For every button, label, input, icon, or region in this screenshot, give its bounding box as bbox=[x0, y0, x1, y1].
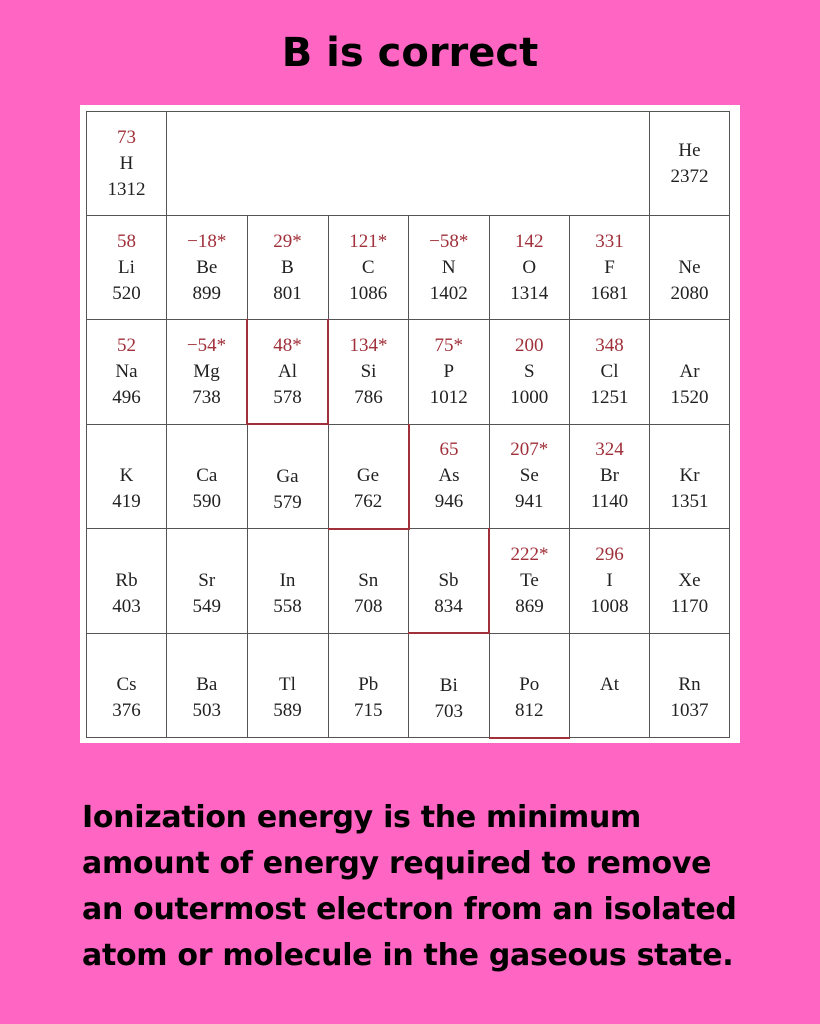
electron-affinity: 75* bbox=[434, 334, 463, 356]
element-cell-at bbox=[570, 633, 650, 738]
ionization-energy: 1520 bbox=[670, 386, 709, 408]
element-symbol: In bbox=[279, 569, 296, 591]
ionization-energy: 869 bbox=[515, 595, 544, 617]
electron-affinity: −18* bbox=[187, 230, 227, 252]
element-cell-k bbox=[87, 424, 167, 529]
ionization-energy: 1000 bbox=[510, 386, 549, 408]
ionization-energy: 1037 bbox=[670, 700, 709, 722]
element-symbol: Ar bbox=[679, 360, 700, 382]
table-row bbox=[87, 633, 730, 738]
ionization-energy: 1251 bbox=[590, 386, 629, 408]
element-cell-in bbox=[247, 529, 328, 634]
element-symbol: Sn bbox=[358, 570, 379, 591]
ionization-energy: 801 bbox=[273, 282, 302, 304]
ionization-energy: 708 bbox=[354, 596, 383, 617]
element-symbol: Cl bbox=[600, 360, 619, 382]
electron-affinity: 222* bbox=[510, 543, 549, 565]
element-symbol: Ne bbox=[678, 256, 701, 278]
element-symbol: At bbox=[600, 674, 619, 696]
element-symbol: Mg bbox=[193, 360, 220, 382]
element-symbol: Se bbox=[519, 465, 539, 487]
ionization-energy: 1312 bbox=[107, 178, 146, 200]
element-cell-ne bbox=[650, 216, 730, 320]
element-symbol: Sb bbox=[438, 569, 459, 591]
ionization-energy: 899 bbox=[192, 282, 221, 304]
element-cell-na bbox=[87, 320, 167, 425]
element-symbol: Rb bbox=[115, 569, 138, 591]
ionization-energy: 589 bbox=[273, 700, 302, 722]
element-symbol: Ge bbox=[356, 465, 380, 486]
element-cell-o bbox=[489, 216, 570, 320]
electron-affinity: 58 bbox=[117, 230, 136, 252]
ionization-energy: 2080 bbox=[670, 282, 709, 304]
element-cell-he bbox=[650, 112, 730, 216]
element-cell-n bbox=[409, 216, 490, 320]
ionization-energy: 403 bbox=[112, 595, 141, 617]
electron-affinity bbox=[87, 646, 166, 672]
table-row bbox=[87, 112, 730, 216]
electron-affinity bbox=[650, 437, 729, 463]
ionization-energy: 738 bbox=[192, 386, 221, 408]
electron-affinity: 331 bbox=[595, 230, 624, 252]
element-cell-s bbox=[489, 320, 570, 425]
electron-affinity: 348 bbox=[595, 334, 624, 356]
headline: B is correct bbox=[281, 30, 539, 76]
element-symbol: S bbox=[523, 360, 535, 382]
element-cell-b bbox=[247, 216, 328, 320]
electron-affinity bbox=[650, 646, 729, 672]
ionization-energy: 1008 bbox=[590, 595, 629, 617]
element-symbol: Te bbox=[520, 569, 539, 591]
element-symbol: Br bbox=[600, 465, 619, 487]
element-symbol: He bbox=[678, 139, 701, 161]
electron-affinity bbox=[570, 646, 649, 672]
element-cell-se bbox=[489, 424, 570, 529]
element-cell-f bbox=[570, 216, 650, 320]
element-cell-te bbox=[489, 529, 570, 634]
element-cell-i bbox=[570, 529, 650, 634]
electron-affinity bbox=[248, 438, 328, 464]
element-symbol: Sr bbox=[198, 569, 216, 591]
element-cell-po bbox=[489, 633, 570, 738]
element-cell-p bbox=[409, 320, 490, 425]
ionization-energy: 1314 bbox=[510, 282, 549, 304]
element-symbol: I bbox=[606, 569, 613, 591]
ionization-energy: 520 bbox=[112, 282, 141, 304]
electron-affinity bbox=[650, 542, 729, 568]
electron-affinity bbox=[409, 542, 488, 568]
electron-affinity: 296 bbox=[595, 543, 624, 565]
electron-affinity: 142 bbox=[515, 230, 544, 252]
electron-affinity: 121* bbox=[349, 230, 388, 252]
electron-affinity: 29* bbox=[273, 230, 302, 252]
element-cell-bi bbox=[409, 633, 490, 738]
electron-affinity: −54* bbox=[186, 334, 227, 356]
ionization-energy: 1170 bbox=[670, 595, 709, 617]
ionization-energy: 946 bbox=[434, 491, 464, 513]
element-symbol: Ba bbox=[196, 674, 218, 696]
element-cell-xe bbox=[650, 529, 730, 634]
ionization-energy: 786 bbox=[354, 386, 383, 408]
element-cell-c bbox=[328, 216, 409, 320]
electron-affinity: 207* bbox=[510, 439, 549, 461]
table-row bbox=[87, 424, 730, 529]
element-symbol: Na bbox=[115, 360, 138, 382]
electron-affinity bbox=[167, 646, 247, 672]
element-cell-h bbox=[87, 112, 167, 216]
element-cell-cl bbox=[570, 320, 650, 425]
element-symbol: Po bbox=[519, 674, 540, 695]
ionization-energy: 1351 bbox=[670, 491, 709, 513]
ionization-energy: 558 bbox=[273, 595, 302, 617]
element-symbol: N bbox=[441, 256, 456, 278]
electron-affinity bbox=[248, 542, 328, 568]
ionization-energy: 503 bbox=[192, 700, 221, 722]
ionization-energy: 703 bbox=[434, 700, 463, 722]
element-symbol: Bi bbox=[439, 674, 458, 696]
element-cell-sn bbox=[328, 529, 409, 634]
ionization-energy: 834 bbox=[434, 595, 463, 617]
electron-affinity bbox=[329, 646, 409, 672]
element-cell-cs bbox=[87, 633, 167, 738]
element-cell-mg bbox=[167, 320, 248, 425]
element-symbol: Xe bbox=[678, 569, 701, 591]
electron-affinity: 200 bbox=[515, 334, 544, 356]
electron-affinity: 65 bbox=[439, 439, 459, 461]
element-cell-si bbox=[328, 320, 409, 425]
element-cell-ar bbox=[650, 320, 730, 425]
element-symbol: Li bbox=[118, 256, 135, 278]
element-symbol: Si bbox=[360, 360, 377, 382]
ionization-energy: 1012 bbox=[429, 386, 468, 408]
element-symbol: B bbox=[281, 256, 294, 278]
element-symbol: Tl bbox=[279, 674, 296, 696]
element-cell-as bbox=[409, 424, 490, 529]
element-cell-ca bbox=[167, 424, 248, 529]
ionization-energy: 1402 bbox=[429, 282, 468, 304]
element-symbol: Be bbox=[196, 256, 218, 278]
element-cell-br bbox=[570, 424, 650, 529]
electron-affinity bbox=[87, 542, 166, 568]
element-cell-ga bbox=[247, 424, 328, 529]
electron-affinity bbox=[167, 437, 247, 463]
element-cell-ge bbox=[328, 424, 409, 529]
ionization-energy: 941 bbox=[515, 491, 544, 513]
element-symbol: Cs bbox=[116, 674, 137, 696]
element-cell-sr bbox=[167, 529, 248, 634]
element-cell-rn bbox=[650, 633, 730, 738]
ionization-energy: 578 bbox=[273, 386, 302, 408]
electron-affinity bbox=[490, 646, 570, 672]
element-symbol: As bbox=[438, 465, 460, 487]
electron-affinity bbox=[650, 229, 729, 255]
electron-affinity bbox=[329, 437, 408, 463]
element-symbol: Rn bbox=[678, 674, 701, 696]
element-symbol: P bbox=[443, 360, 455, 382]
electron-affinity bbox=[409, 647, 489, 673]
element-symbol: F bbox=[604, 256, 615, 278]
element-cell-be bbox=[167, 216, 248, 320]
electron-affinity: 324 bbox=[595, 439, 624, 461]
periodic-table-image bbox=[80, 105, 740, 743]
element-symbol: Ga bbox=[276, 465, 299, 487]
element-cell-rb bbox=[87, 529, 167, 634]
empty-span-cell bbox=[167, 112, 650, 216]
electron-affinity: 134* bbox=[349, 334, 388, 356]
ionization-energy: 1086 bbox=[349, 282, 388, 304]
element-cell-ba bbox=[167, 633, 248, 738]
element-symbol: O bbox=[522, 256, 537, 278]
ionization-energy: 376 bbox=[112, 700, 141, 722]
ionization-energy: 579 bbox=[273, 491, 302, 513]
ionization-energy: 812 bbox=[515, 700, 544, 721]
table-row bbox=[87, 216, 730, 320]
electron-affinity bbox=[248, 646, 328, 672]
electron-affinity bbox=[167, 542, 247, 568]
element-symbol: K bbox=[119, 465, 134, 487]
periodic-table bbox=[86, 111, 730, 739]
ionization-energy: 549 bbox=[192, 595, 221, 617]
element-symbol: Kr bbox=[679, 465, 700, 487]
ionization-energy: 2372 bbox=[670, 165, 709, 187]
element-symbol: Al bbox=[278, 360, 297, 382]
electron-affinity bbox=[87, 437, 166, 463]
electron-affinity: 52 bbox=[117, 334, 136, 356]
element-cell-tl bbox=[247, 633, 328, 738]
electron-affinity: 48* bbox=[273, 334, 302, 356]
element-cell-sb bbox=[409, 529, 490, 634]
explanation-text: Ionization energy is the minimum amount of energy required to remove an outermost electron from an isolated atom or molecule in the gaseous state. bbox=[82, 800, 737, 973]
table-row bbox=[87, 529, 730, 634]
ionization-energy: 715 bbox=[354, 700, 383, 722]
ionization-energy: 590 bbox=[192, 491, 221, 513]
element-cell-kr bbox=[650, 424, 730, 529]
electron-affinity: 73 bbox=[117, 126, 136, 148]
element-symbol: H bbox=[119, 152, 134, 174]
ionization-energy: 762 bbox=[353, 491, 383, 512]
element-symbol: C bbox=[361, 256, 375, 278]
electron-affinity bbox=[650, 333, 729, 359]
ionization-energy: 419 bbox=[112, 491, 141, 513]
element-cell-al bbox=[247, 320, 328, 425]
ionization-energy: 1681 bbox=[590, 282, 629, 304]
element-symbol: Pb bbox=[358, 674, 379, 696]
ionization-energy bbox=[570, 698, 649, 724]
electron-affinity: −58* bbox=[429, 230, 469, 252]
table-row bbox=[87, 320, 730, 425]
element-symbol: Ca bbox=[196, 465, 218, 487]
element-cell-pb bbox=[328, 633, 409, 738]
ionization-energy: 1140 bbox=[590, 491, 629, 513]
element-cell-li bbox=[87, 216, 167, 320]
electron-affinity bbox=[329, 542, 409, 568]
ionization-energy: 496 bbox=[112, 386, 141, 408]
